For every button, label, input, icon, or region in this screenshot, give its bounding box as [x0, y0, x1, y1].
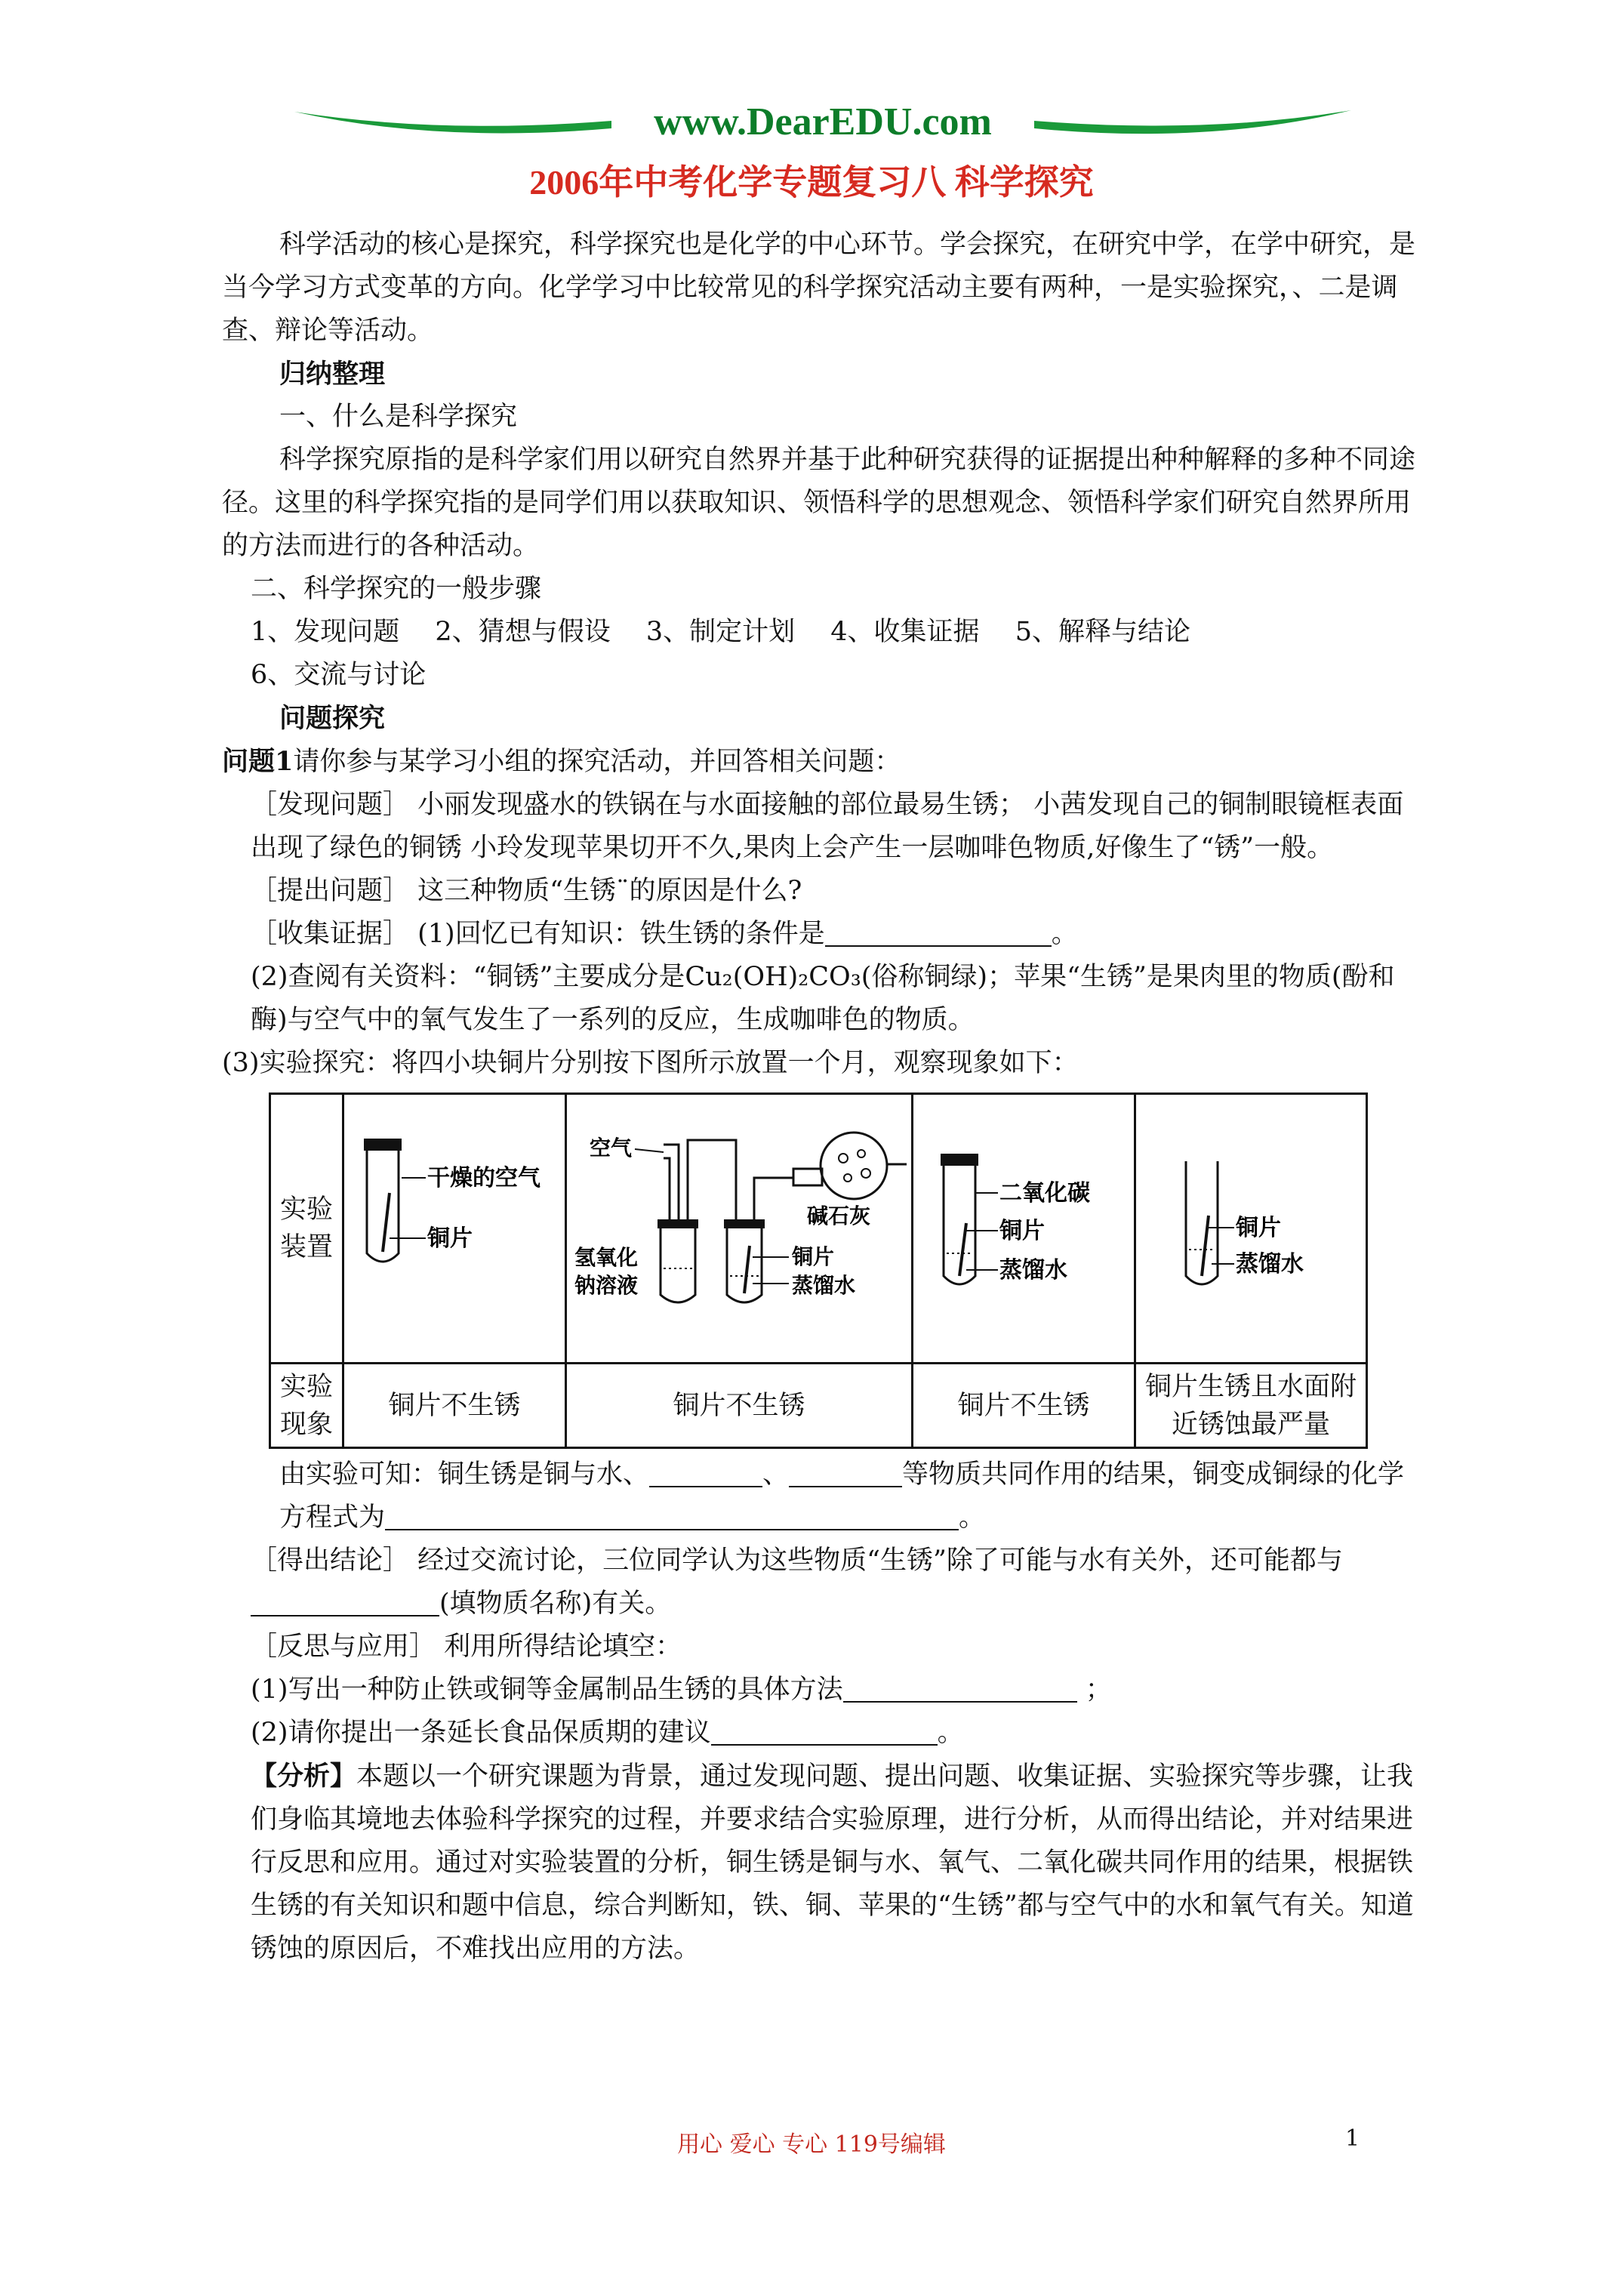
apparatus-2	[566, 1094, 913, 1364]
row-header-apparatus	[270, 1094, 343, 1364]
result-4: 铜片生锈且水面附近锈蚀最严量	[1135, 1364, 1367, 1448]
answer-blank-substance[interactable]	[251, 1586, 439, 1616]
analysis-text: 本题以一个研究课题为背景，通过发现问题、提出问题、收集证据、实验探究等步骤，让我们身临其境地去体验科学探究的过程，并要求结合实验原理，进行分析，从而得出结论，并对结果进行反思和应用。通过对实验装置的分析，铜生锈是铜与水、氧气、二氧化碳共同作用的结果，根据铁生锈的有关知识和题中信息，综合判断知，铁、铜、苹果的“生锈”都与空气中的水和氧气有关。知道锈蚀的原因后，不难找出应用的方法。	[251, 1761, 1414, 1964]
section1-heading: 一、什么是科学探究	[279, 402, 518, 432]
page-title: 2006年中考化学专题复习八 科学探究	[529, 163, 1094, 202]
svg-text:蒸馏水: 蒸馏水	[1236, 1252, 1304, 1277]
reflect-1	[222, 1669, 1422, 1712]
conclusion-text-a: ［得出结论］ 经过交流讨论，三位同学认为这些物质“生锈”除了可能与水有关外，还可能都与	[251, 1546, 1343, 1576]
svg-text:铜片: 铜片	[427, 1226, 473, 1251]
svg-text:蒸馏水: 蒸馏水	[999, 1258, 1067, 1283]
intro-paragraph: 科学活动的核心是探究，科学探究也是化学的中心环节。学会探究，在研究中学，在学中研究，是当今学习方式变革的方向。化学学习中比较常见的科学探究活动主要有两种，一是实验探究，、二是调查、辩论等活动。	[222, 230, 1416, 346]
svg-text:碱石灰: 碱石灰	[807, 1204, 871, 1228]
answer-blank-food[interactable]	[711, 1715, 938, 1746]
result-1: 铜片不生锈	[343, 1364, 566, 1448]
apparatus-1	[343, 1094, 566, 1364]
step-1: 1、发现问题	[251, 617, 400, 647]
svg-text:空气: 空气	[590, 1136, 633, 1160]
period: 。	[937, 1718, 964, 1748]
collect2-paragraph: (2)查阅有关资料：“铜锈”主要成分是Cu₂(OH)₂CO₃(俗称铜绿)；苹果“生锈”是果肉里的物质(酚和酶)与空气中的氧气发生了一系列的反应，生成咖啡色的物质。	[251, 962, 1395, 1035]
conclusion-paragraph	[222, 1539, 1422, 1626]
apparatus-3	[913, 1094, 1135, 1364]
result-3: 铜片不生锈	[913, 1364, 1135, 1448]
analysis-paragraph	[222, 1755, 1422, 1971]
semicolon: ；	[1085, 1675, 1112, 1705]
collect3-paragraph: (3)实验探究：将四小块铜片分别按下图所示放置一个月，观察现象如下：	[222, 1048, 1079, 1078]
collect-paragraph	[222, 913, 1422, 956]
question-1	[222, 740, 1422, 784]
row-header-result	[270, 1364, 343, 1448]
page-footer: 用心 爱心 专心 119号编辑	[677, 2131, 946, 2158]
steps-list	[222, 611, 1422, 654]
svg-text:钠溶液: 钠溶液	[574, 1274, 639, 1297]
svg-text:铜片: 铜片	[1236, 1216, 1281, 1240]
site-logo	[287, 89, 1359, 157]
svg-text:蒸馏水: 蒸馏水	[792, 1274, 856, 1297]
collect-text: ［收集证据］ (1)回忆已有知识：铁生锈的条件是	[251, 919, 825, 949]
question-1-text: 请你参与某学习小组的探究活动，并回答相关问题：	[293, 747, 901, 777]
test-tube-open-water-icon	[1136, 1095, 1366, 1351]
reflect-heading: ［反思与应用］ 利用所得结论填空：	[251, 1632, 682, 1662]
test-tube-co2-icon	[913, 1095, 1134, 1351]
reflect-1-text: (1)写出一种防止铁或铜等金属制品生锈的具体方法	[251, 1675, 843, 1705]
test-tube-dry-air-icon	[344, 1095, 565, 1351]
answer-blank-iron-rust[interactable]	[825, 917, 1052, 947]
svg-text:铜片: 铜片	[792, 1245, 835, 1268]
answer-blank-equation[interactable]	[385, 1500, 959, 1530]
answer-blank-1[interactable]	[649, 1457, 762, 1487]
header-line: 实验	[279, 1194, 333, 1225]
reflect-2-text: (2)请你提出一条延长食品保质期的建议	[251, 1718, 711, 1748]
gas-washing-apparatus-icon	[567, 1095, 911, 1351]
document-body	[222, 223, 1422, 1971]
header-line: 装置	[279, 1232, 333, 1262]
page-number: 1	[1345, 2125, 1360, 2152]
experiment-table	[269, 1093, 1368, 1449]
result-paragraph	[222, 1453, 1422, 1539]
svg-text:干燥的空气: 干燥的空气	[427, 1166, 540, 1191]
result-text-b: 等物质共同作用的结果，铜变成铜绿的化学方程式为	[279, 1459, 1405, 1533]
period: 。	[959, 1502, 986, 1533]
step-4: 4、收集证据	[830, 617, 980, 647]
discover-paragraph: ［发现问题］ 小丽发现盛水的铁锅在与水面接触的部位最易生锈； 小茜发现自己的铜制眼镜框表面出现了绿色的铜锈 小玲发现苹果切开不久,果肉上会产生一层咖啡色物质,好像生了“锈”一般。	[251, 790, 1404, 863]
analysis-label: 【分析】	[251, 1761, 357, 1792]
svg-text:铜片: 铜片	[999, 1219, 1045, 1244]
period: 。	[1051, 919, 1078, 949]
step-5: 5、解释与结论	[1015, 617, 1190, 647]
result-text-a: 由实验可知：铜生锈是铜与水、	[279, 1459, 650, 1490]
ask-paragraph: ［提出问题］ 这三种物质“生锈¨的原因是什么?	[251, 876, 802, 906]
question-1-label: 问题1	[222, 746, 294, 777]
section-summary-heading: 归纳整理	[279, 359, 386, 390]
section2-heading: 二、科学探究的一般步骤	[251, 574, 542, 604]
step-6: 6、交流与讨论	[251, 660, 427, 690]
site-url: www.DearEDU.com	[654, 100, 992, 143]
section-problems-heading: 问题探究	[279, 703, 386, 734]
apparatus-4	[1135, 1094, 1367, 1364]
answer-blank-2[interactable]	[789, 1457, 902, 1487]
step-2: 2、猜想与假设	[435, 617, 611, 647]
section1-body: 科学探究原指的是科学家们用以研究自然界并基于此种研究获得的证据提出种种解释的多种不同途径。这里的科学探究指的是同学们用以获取知识、领悟科学的思想观念、领悟科学家们研究自然界所用的方法而进行的各种活动。	[222, 445, 1416, 561]
result-2: 铜片不生锈	[566, 1364, 913, 1448]
header-line: 现象	[279, 1409, 333, 1440]
result-sep: 、	[762, 1459, 790, 1490]
conclusion-text-b: (填物质名称)有关。	[439, 1589, 672, 1619]
reflect-2	[222, 1712, 1422, 1755]
svg-text:氢氧化: 氢氧化	[574, 1246, 639, 1269]
step-3: 3、制定计划	[645, 617, 796, 647]
answer-blank-prevent-rust[interactable]	[843, 1672, 1077, 1703]
header-line: 实验	[279, 1371, 333, 1402]
svg-text:二氧化碳: 二氧化碳	[999, 1181, 1090, 1206]
